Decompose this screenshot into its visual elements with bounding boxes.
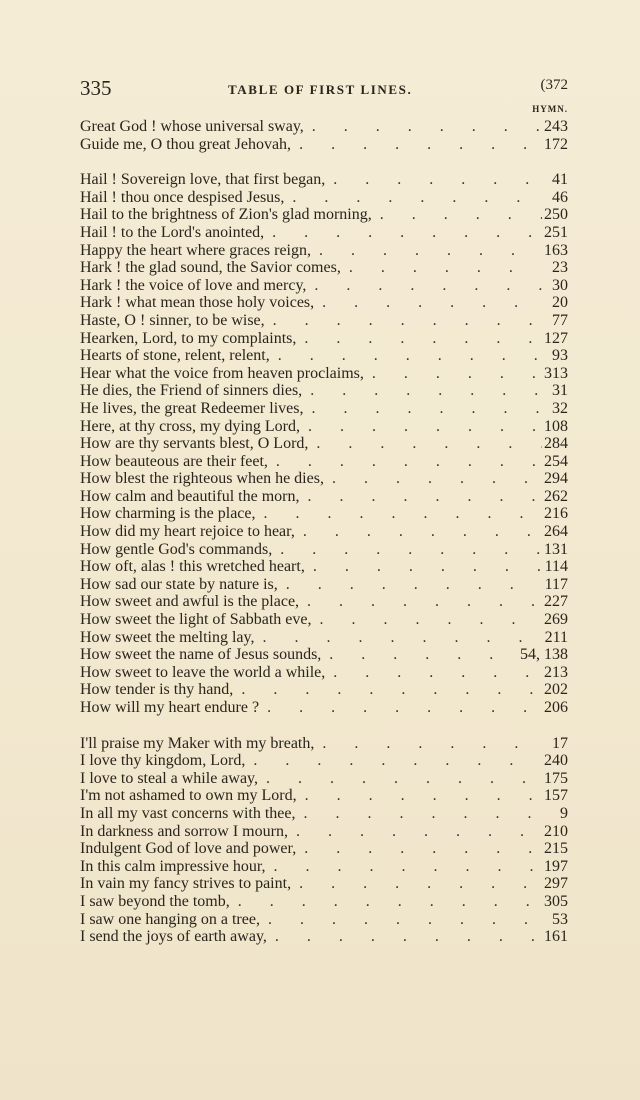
first-line-text: Hear what the voice from heaven proclaims, xyxy=(80,364,364,382)
hymn-number: 20 xyxy=(552,294,568,312)
dot-leader xyxy=(267,928,542,946)
hymn-number: 284 xyxy=(544,435,568,453)
first-line-text: He dies, the Friend of sinners dies, xyxy=(80,382,303,400)
first-line-text: In vain my fancy strives to paint, xyxy=(80,875,292,893)
first-line-text: How gentle God's commands, xyxy=(80,540,273,558)
list-item xyxy=(80,611,568,629)
list-item xyxy=(80,312,568,330)
list-item xyxy=(80,330,568,348)
dot-leader xyxy=(324,470,542,488)
dot-leader xyxy=(314,294,542,312)
list-item xyxy=(80,911,568,929)
page-header xyxy=(80,76,570,104)
first-line-text: Hail to the brightness of Zion's glad morning, xyxy=(80,206,372,224)
hymn-number: 294 xyxy=(544,470,568,488)
first-line-text: How oft, alas ! this wretched heart, xyxy=(80,558,305,576)
list-item xyxy=(80,875,568,893)
dot-leader xyxy=(254,629,542,647)
hymn-number: 131 xyxy=(544,540,568,558)
hymn-number: 93 xyxy=(552,347,568,365)
dot-leader xyxy=(304,118,542,136)
list-item xyxy=(80,576,568,594)
dot-leader xyxy=(296,840,542,858)
hymn-number: 9 xyxy=(560,804,568,822)
hymn-number: 41 xyxy=(552,171,568,189)
hymn-number: 77 xyxy=(552,311,568,329)
first-lines-list xyxy=(80,118,568,946)
first-line-text: Hearts of stone, relent, relent, xyxy=(80,347,270,365)
entry-group xyxy=(80,735,568,946)
list-item xyxy=(80,382,568,400)
hymn-number: 250 xyxy=(544,206,568,224)
list-item xyxy=(80,470,568,488)
list-item xyxy=(80,347,568,365)
hymn-number: 32 xyxy=(552,399,568,417)
dot-leader xyxy=(288,823,542,841)
first-line-text: How sweet the melting lay, xyxy=(80,628,255,646)
hymn-number: 211 xyxy=(544,628,568,646)
list-item xyxy=(80,365,568,383)
hymn-number: 254 xyxy=(544,452,568,470)
list-item xyxy=(80,523,568,541)
dot-leader xyxy=(372,206,542,224)
hymn-number: 213 xyxy=(544,663,568,681)
first-line-text: How did my heart rejoice to hear, xyxy=(80,523,295,541)
dot-leader xyxy=(312,611,543,629)
hymn-reference: (372 xyxy=(540,77,568,93)
dot-leader xyxy=(268,453,542,471)
first-line-text: How tender is thy hand, xyxy=(80,681,234,699)
running-title: TABLE OF FIRST LINES. xyxy=(228,82,413,97)
dot-leader xyxy=(260,911,542,929)
hymn-number: 262 xyxy=(544,487,568,505)
first-line-text: How calm and beautiful the morn, xyxy=(80,487,300,505)
first-line-text: How will my heart endure ? xyxy=(80,699,260,716)
hymn-number: 297 xyxy=(544,875,568,893)
first-line-text: Indulgent God of love and power, xyxy=(80,840,297,858)
hymn-number: 215 xyxy=(544,840,568,858)
list-item xyxy=(80,629,568,647)
hymn-number: 108 xyxy=(544,417,568,435)
first-line-text: In this calm impressive hour, xyxy=(80,857,266,875)
list-item xyxy=(80,770,568,788)
hymn-number: 30 xyxy=(552,276,568,294)
hymn-number: 243 xyxy=(544,118,568,135)
first-line-text: In darkness and sorrow I mourn, xyxy=(80,822,288,840)
list-item xyxy=(80,928,568,946)
first-line-text: Hark ! the glad sound, the Savior comes, xyxy=(80,259,341,277)
first-line-text: Hearken, Lord, to my complaints, xyxy=(80,329,297,347)
first-line-text: Great God ! whose universal sway, xyxy=(80,118,304,135)
first-line-text: How sweet and awful is the place, xyxy=(80,593,300,611)
first-line-text: I'm not ashamed to own my Lord, xyxy=(80,787,297,805)
list-item xyxy=(80,418,568,436)
list-item xyxy=(80,735,568,753)
list-item xyxy=(80,505,568,523)
dot-leader xyxy=(272,541,542,559)
list-item xyxy=(80,681,568,699)
hymn-number: 127 xyxy=(544,329,568,347)
hymn-number: 161 xyxy=(544,928,568,946)
list-item xyxy=(80,646,568,664)
hymn-number: 31 xyxy=(552,382,568,400)
dot-leader xyxy=(299,593,542,611)
first-line-text: How are thy servants blest, O Lord, xyxy=(80,435,309,453)
hymn-number: 163 xyxy=(544,241,568,259)
dot-leader xyxy=(321,646,520,664)
first-line-text: Hark ! what mean those holy voices, xyxy=(80,294,315,312)
hymn-number: 172 xyxy=(544,135,568,153)
hymn-number: 114 xyxy=(544,558,568,576)
list-item xyxy=(80,752,568,770)
hymn-number: 251 xyxy=(544,223,568,241)
dot-leader xyxy=(233,681,542,699)
hymn-number: 240 xyxy=(544,752,568,770)
dot-leader xyxy=(297,787,542,805)
hymn-number: 117 xyxy=(544,575,568,593)
first-line-text: How blest the righteous when he dies, xyxy=(80,470,324,488)
dot-leader xyxy=(291,136,542,154)
first-line-text: Happy the heart where graces reign, xyxy=(80,241,311,259)
list-item xyxy=(80,858,568,876)
first-line-text: I love thy kingdom, Lord, xyxy=(80,752,246,770)
dot-leader xyxy=(314,735,542,753)
list-item xyxy=(80,541,568,559)
hymn-number: 46 xyxy=(552,188,568,206)
list-item xyxy=(80,242,568,260)
first-line-text: How sweet to leave the world a while, xyxy=(80,663,326,681)
dot-leader xyxy=(266,858,542,876)
dot-leader xyxy=(270,347,542,365)
hymn-number: 216 xyxy=(544,505,568,523)
first-line-text: Here, at thy cross, my dying Lord, xyxy=(80,417,300,435)
hymn-number: 197 xyxy=(544,857,568,875)
first-line-text: I love to steal a while away, xyxy=(80,769,259,787)
dot-leader xyxy=(325,171,542,189)
dot-leader xyxy=(256,505,543,523)
first-line-text: I saw one hanging on a tree, xyxy=(80,910,260,928)
dot-leader xyxy=(245,752,542,770)
list-item xyxy=(80,118,568,136)
list-item xyxy=(80,823,568,841)
dot-leader xyxy=(303,400,542,418)
list-item xyxy=(80,840,568,858)
first-line-text: Hail ! to the Lord's anointed, xyxy=(80,223,265,241)
dot-leader xyxy=(300,418,542,436)
first-line-text: Hark ! the voice of love and mercy, xyxy=(80,276,307,294)
hymn-number: 157 xyxy=(544,787,568,805)
first-line-text: In all my vast concerns with thee, xyxy=(80,804,296,822)
dot-leader xyxy=(306,277,542,295)
list-item xyxy=(80,699,568,717)
dot-leader xyxy=(308,435,542,453)
dot-leader xyxy=(264,224,542,242)
dot-leader xyxy=(265,312,542,330)
dot-leader xyxy=(291,875,542,893)
first-line-text: How charming is the place, xyxy=(80,505,256,523)
hymn-number: 53 xyxy=(552,910,568,928)
dot-leader xyxy=(300,488,543,506)
list-item xyxy=(80,171,568,189)
hymn-number: 313 xyxy=(544,364,568,382)
hymn-number: 210 xyxy=(544,822,568,840)
dot-leader xyxy=(305,558,542,576)
first-line-text: Hail ! Sovereign love, that first began, xyxy=(80,171,326,189)
dot-leader xyxy=(311,242,542,260)
hymn-number: 54, 138 xyxy=(520,646,568,664)
dot-leader xyxy=(302,382,542,400)
first-line-text: How beauteous are their feet, xyxy=(80,452,268,470)
list-item xyxy=(80,558,568,576)
dot-leader xyxy=(284,189,542,207)
first-line-text: I send the joys of earth away, xyxy=(80,928,267,946)
hymn-number: 269 xyxy=(544,611,568,629)
list-item xyxy=(80,664,568,682)
list-item xyxy=(80,189,568,207)
first-line-text: Haste, O ! sinner, to be wise, xyxy=(80,311,265,329)
first-line-text: Guide me, O thou great Jehovah, xyxy=(80,135,292,153)
first-line-text: I saw beyond the tomb, xyxy=(80,892,230,910)
entry-group xyxy=(80,171,568,716)
list-item xyxy=(80,277,568,295)
entry-group xyxy=(80,118,568,153)
list-item xyxy=(80,787,568,805)
dot-leader xyxy=(278,576,542,594)
list-item xyxy=(80,206,568,224)
first-line-text: I'll praise my Maker with my breath, xyxy=(80,734,315,752)
dot-leader xyxy=(259,699,542,717)
list-item xyxy=(80,136,568,154)
hymn-number: 206 xyxy=(544,699,568,716)
list-item xyxy=(80,805,568,823)
list-item xyxy=(80,593,568,611)
dot-leader xyxy=(296,805,543,823)
dot-leader xyxy=(258,770,542,788)
list-item xyxy=(80,400,568,418)
hymn-number: 264 xyxy=(544,523,568,541)
list-item xyxy=(80,259,568,277)
list-item xyxy=(80,488,568,506)
dot-leader xyxy=(341,259,542,277)
hymn-number: 227 xyxy=(544,593,568,611)
hymn-number: 23 xyxy=(552,259,568,277)
hymn-column-label: HYMN. xyxy=(532,104,568,114)
list-item xyxy=(80,435,568,453)
page-number: 335 xyxy=(80,76,112,100)
list-item xyxy=(80,453,568,471)
first-line-text: How sweet the light of Sabbath eve, xyxy=(80,611,312,629)
first-line-text: Hail ! thou once despised Jesus, xyxy=(80,188,285,206)
hymn-number: 175 xyxy=(544,769,568,787)
first-line-text: How sweet the name of Jesus sounds, xyxy=(80,646,322,664)
list-item xyxy=(80,224,568,242)
dot-leader xyxy=(295,523,542,541)
dot-leader xyxy=(296,330,542,348)
list-item xyxy=(80,893,568,911)
first-line-text: He lives, the great Redeemer lives, xyxy=(80,399,304,417)
hymn-number: 202 xyxy=(544,681,568,699)
hymn-number: 305 xyxy=(544,892,568,910)
dot-leader xyxy=(325,664,542,682)
first-line-text: How sad our state by nature is, xyxy=(80,575,278,593)
dot-leader xyxy=(364,365,542,383)
dot-leader xyxy=(230,893,542,911)
list-item xyxy=(80,294,568,312)
hymn-number: 17 xyxy=(552,734,568,752)
